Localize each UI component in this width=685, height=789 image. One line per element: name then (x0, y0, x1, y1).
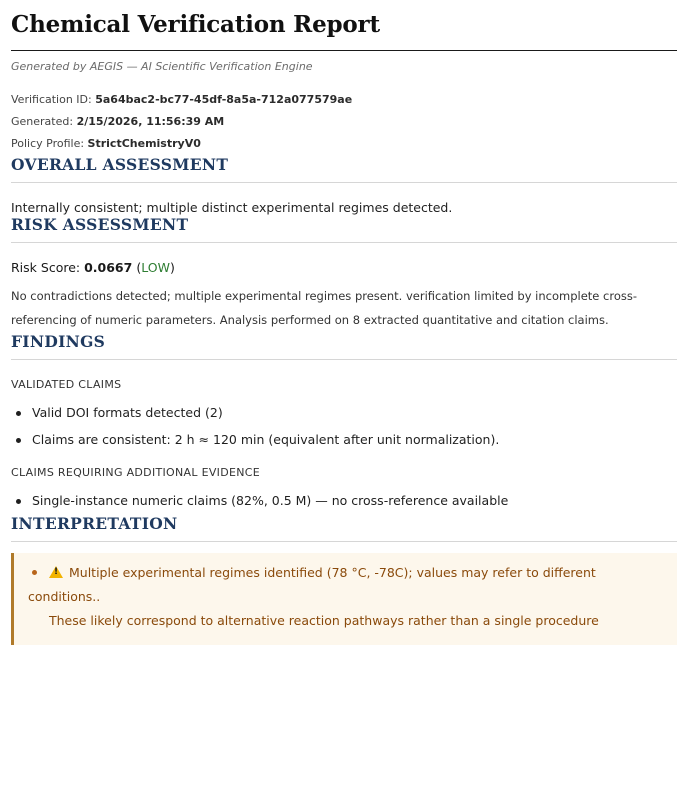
validated-claims-list (11, 399, 677, 453)
verification-id-label: Verification ID: (11, 93, 92, 106)
interpretation-line (28, 561, 665, 609)
verification-id-value: 5a64bac2-bc77-45df-8a5a-712a077579ae (95, 93, 353, 106)
overall-assessment-heading: OVERALL ASSESSMENT (11, 155, 677, 183)
validated-claims-heading: VALIDATED CLAIMS (11, 378, 122, 391)
list-item: Valid DOI formats detected (2) (11, 399, 677, 426)
interpretation-callout (11, 553, 677, 645)
risk-detail-line: referencing of numeric parameters. Analysis performed on 8 extracted quantitative and citation claims. (11, 313, 609, 327)
interpretation-line: These likely correspond to alternative reaction pathways rather than a single procedure (49, 613, 599, 628)
risk-score-label: Risk Score: (11, 260, 81, 275)
findings-heading: FINDINGS (11, 332, 677, 360)
interpretation-text: Multiple experimental regimes identified (78 °C, -78C); values may refer to different conditions.. (28, 565, 596, 604)
risk-level-value: LOW (141, 260, 170, 275)
bullet-dot (32, 570, 37, 575)
list-item: Single-instance numeric claims (82%, 0.5 M) — no cross-reference available (11, 487, 677, 514)
generated-label: Generated: (11, 115, 74, 128)
risk-detail-text (11, 284, 677, 332)
list-item: Claims are consistent: 2 h ≈ 120 min (equivalent after unit normalization). (11, 426, 677, 453)
page-title: Chemical Verification Report (11, 0, 677, 51)
overall-assessment-text: Internally consistent; multiple distinct experimental regimes detected. (11, 200, 453, 215)
generated-value: 2/15/2026, 11:56:39 AM (76, 115, 225, 128)
verification-id-row (11, 89, 677, 111)
interpretation-heading: INTERPRETATION (11, 514, 677, 542)
additional-evidence-heading: CLAIMS REQUIRING ADDITIONAL EVIDENCE (11, 466, 260, 479)
risk-assessment-heading: RISK ASSESSMENT (11, 215, 677, 243)
risk-level-badge: (LOW) (136, 260, 175, 275)
warning-icon (49, 566, 63, 578)
risk-detail-line: No contradictions detected; multiple experimental regimes present. verification limited by incomplete cross- (11, 289, 637, 303)
policy-value: StrictChemistryV0 (87, 137, 201, 150)
report-metadata (11, 89, 677, 155)
additional-evidence-list (11, 487, 677, 514)
risk-score-line (11, 260, 677, 275)
risk-score-value: 0.0667 (84, 260, 133, 275)
policy-row (11, 133, 677, 155)
generated-by-note: Generated by AEGIS — AI Scientific Verification Engine (11, 60, 313, 73)
policy-label: Policy Profile: (11, 137, 85, 150)
generated-row (11, 111, 677, 133)
